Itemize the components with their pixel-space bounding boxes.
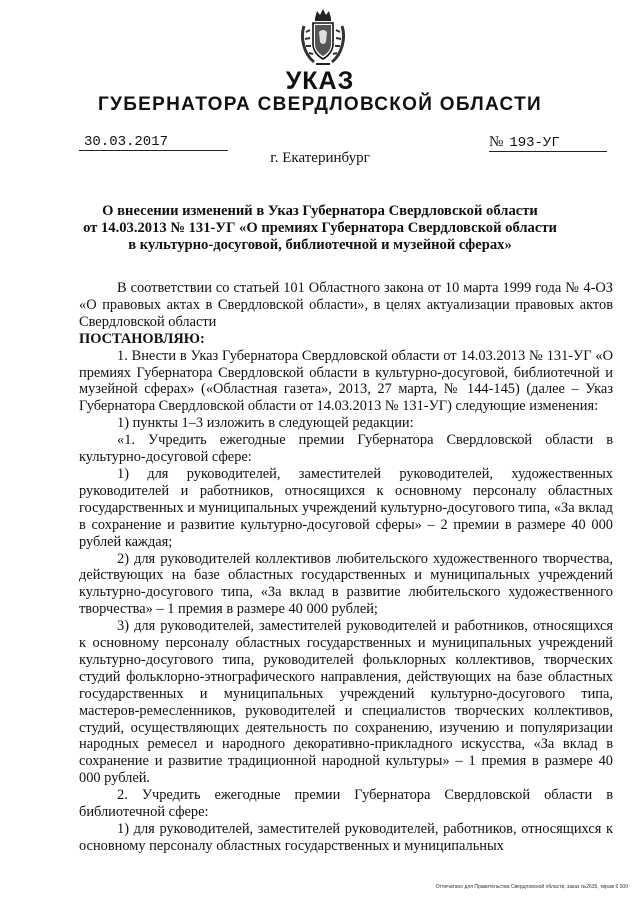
decree-title: УКАЗ <box>285 67 355 95</box>
document-body <box>79 280 613 855</box>
decree-issuer: ГУБЕРНАТОРА СВЕРДЛОВСКОЙ ОБЛАСТИ <box>98 94 542 115</box>
print-note: Отпечатано для Правительства Свердловской области, заказ №2635, тираж 6 000 <box>435 884 628 890</box>
paragraph-1: 1. Внести в Указ Губернатора Свердловской области от 14.03.2013 № 131-УГ «О премиях Губернатора Свердловской области в культурно-досуговой, библиотечной и музейной сферах» («Областная газета», 2013, 27 марта, № 144-145) (далее – Указ Губернатора Свердловской области от 14.03.2013 № 131-УГ) следующие изменения: <box>79 347 613 415</box>
paragraph-library: 2. Учредить ежегодные премии Губернатора Свердловской области в библиотечной сфере: <box>79 787 613 821</box>
paragraph-award-2: 2) для руководителей коллективов любительского художественного творчества, действующих на базе областных государственных и муниципальных учреждений культурно-досугового типа, «За вклад в развитие любительского художественного творчества» – 1 премия в размере 40 000 рублей; <box>79 550 613 618</box>
paragraph-award-1: 1) для руководителей, заместителей руководителей, художественных руководителей и работников, относящихся к основному персоналу областных государственных и муниципальных учреждений культурно-досугового типа, «За вклад в сохранение и развитие культурно-досуговой сферы» – 2 премии в размере 40 000 рублей каждая; <box>79 465 613 550</box>
document-title-line: О внесении изменений в Указ Губернатора Свердловской области <box>102 203 538 219</box>
document-title <box>60 203 580 254</box>
paragraph-culture-leisure: «1. Учредить ежегодные премии Губернатора Свердловской области в культурно-досуговой сфере: <box>79 432 613 466</box>
intro-paragraph: В соответствии со статьей 101 Областного закона от 10 марта 1999 года № 4-ОЗ «О правовых актах в Свердловской области», в целях актуализации правовых актов Свердловской области <box>79 280 613 330</box>
number-label: № <box>489 134 504 150</box>
paragraph-award-3: 3) для руководителей, заместителей руководителей и работников, относящихся к основному персоналу областных государственных и муниципальных учреждений культурно-досугового типа, руководителей фольклорных коллективов, творческих студий фольклорно-этнографического направления, действующих на базе областных государственных и муниципальных учреждений культурно-досугового типа, мастеров-ремесленников, руководителей и специалистов творческих коллективов, студий, осуществляющих деятельность по сохранению, изучению и популяризации народных ремесел и народного декоративно-прикладного искусства, «За вклад в сохранение и развитие традиционной народной культуры» – 1 премия в размере 40 000 рублей. <box>79 618 613 787</box>
document-title-line: от 14.03.2013 № 131-УГ «О премиях Губернатора Свердловской области <box>83 220 557 236</box>
decree-date: 30.03.2017 <box>79 134 228 151</box>
decree-keyword: ПОСТАНОВЛЯЮ: <box>79 330 205 347</box>
city: г. Екатеринбург <box>270 150 370 166</box>
paragraph-library-award-1: 1) для руководителей, заместителей руководителей, работников, относящихся к основному персоналу областных государственных и муниципальных <box>79 821 613 854</box>
paragraph-1-1: 1) пункты 1–3 изложить в следующей редакции: <box>117 415 414 432</box>
decree-number: 193-УГ <box>509 135 560 151</box>
document-title-line: в культурно-досуговой, библиотечной и музейной сферах» <box>128 237 512 253</box>
coat-of-arms-icon <box>298 6 348 66</box>
